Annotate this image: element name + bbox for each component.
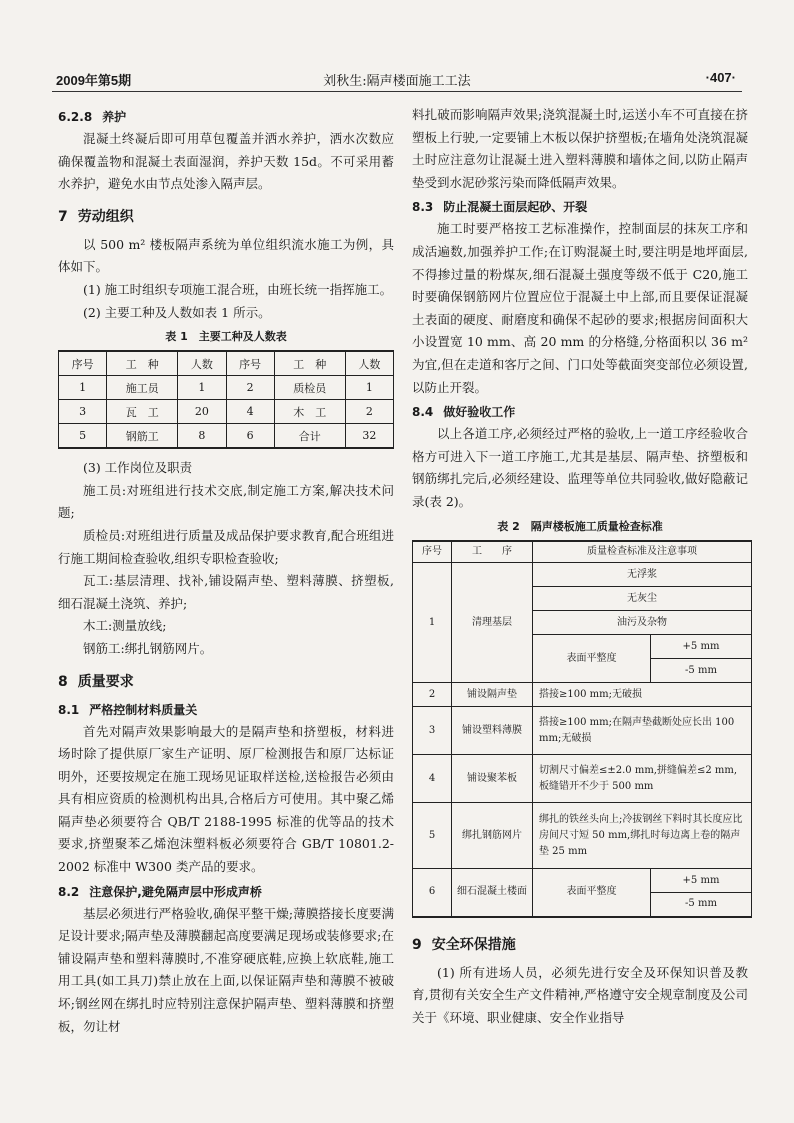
text-span: 严格控制材料质量关: [89, 702, 198, 717]
table-cell: 质检员: [274, 376, 345, 400]
section-7-item-2: (2) 主要工种及人数如表 1 所示。: [83, 304, 271, 320]
table-row: [413, 869, 752, 893]
table-cell: 序号: [226, 351, 274, 376]
section-8-3-heading: [412, 196, 748, 218]
table-cell: 工 序: [452, 541, 533, 563]
duty-rebar: 钢筋工:绑扎钢筋网片。: [83, 640, 213, 656]
right-column: [412, 104, 748, 1029]
section-8-2-text: 基层必须进行严格验收,确保平整干燥;薄膜搭接长度要满足设计要求;隔声垫及薄膜翻起高度要满足现场或装修要求;在铺设隔声垫和塑料薄膜时,不准穿硬底鞋,应换上软底鞋,施工用工具(如工具刀)禁止放在上面,以保证隔声垫和薄膜不被破坏;钢丝网在绑扎时应特别注意保护隔声垫、塑料薄膜和挤塑板，勿让材: [58, 905, 394, 1034]
table-cell: 工 种: [107, 351, 178, 376]
table-cell: 3: [59, 400, 107, 424]
table-cell: 5: [59, 424, 107, 449]
duty-inspector: 施工员:对班组进行技术交底,制定施工方案,解决技术问题;: [58, 482, 394, 521]
table-cell: 6: [413, 869, 452, 917]
table-cell: 铺设隔声垫: [452, 683, 533, 707]
table-cell: 5: [413, 803, 452, 869]
table-cell: 20: [178, 400, 226, 424]
text-span: 做好验收工作: [443, 405, 516, 420]
table-2-caption: 表 2 隔声楼板施工质量检查标准: [497, 519, 663, 533]
table-cell: 无浮浆: [533, 563, 752, 587]
table-cell: 3: [413, 707, 452, 755]
duty-qc: 质检员:对班组进行质量及成品保护要求教育,配合班组进行施工期间检查验收,组织专职检查验收;: [58, 527, 394, 566]
section-8-3-text: 施工时要严格按工艺标准操作，控制面层的抹灰工序和成活遍数,加强养护工作;在订购混凝土时,要注明是地坪面层,不得掺过量的粉煤灰,细石混凝土强度等级不低于 C20,施工时要确保钢筋网片位置应位于混凝土中上部,而且要保证混凝土表面的硬度、耐磨度和确保不起砂的要求;根据房间面积大小设置宽 10 mm、高 20 mm 的分格缝,分格面积以 36 m² 为宜,但在走道和客厅之间、门口处等截面突变部位必须设置,以防止开裂。: [412, 221, 748, 395]
table-cell: 绑扎钢筋网片: [452, 803, 533, 869]
running-header: [0, 0, 794, 96]
table-row: [413, 803, 752, 869]
text-span: 注意保护,避免隔声层中形成声桥: [89, 884, 262, 899]
table-cell: 铺设聚苯板: [452, 755, 533, 803]
table-cell: 2: [345, 400, 393, 424]
page-number: ·407·: [705, 70, 736, 85]
duty-mason: 瓦工:基层清理、找补,铺设隔声垫、塑料薄膜、挤塑板,细石混凝土浇筑、养护;: [58, 573, 394, 611]
text-span: 8.3: [412, 200, 434, 215]
section-9-text: (1) 所有进场人员，必须先进行安全及环保知识普及教育,贯彻有关安全生产文件精神,严格遵守安全规章制度及公司关于《环境、职业健康、安全作业指导: [412, 964, 748, 1025]
running-title: 刘秋生:隔声楼面施工工法: [323, 74, 471, 89]
table-cell: 钢筋工: [107, 424, 178, 449]
table-cell: 细石混凝土楼面: [452, 869, 533, 917]
section-8-heading: [58, 671, 394, 691]
text-span: 8.1: [58, 702, 80, 717]
section-7-heading: [58, 206, 394, 226]
table-cell: 序号: [59, 351, 107, 376]
table-cell: 2: [413, 683, 452, 707]
section-8-2-heading: [58, 881, 394, 903]
table-row: [59, 376, 394, 400]
left-column: [58, 104, 394, 1038]
table-cell: 1: [178, 376, 226, 400]
section-7-item-3: (3) 工作岗位及职责: [83, 460, 193, 476]
table-cell: 表面平整度: [533, 869, 651, 917]
table-cell: 表面平整度: [533, 635, 651, 683]
table-cell: 6: [226, 424, 274, 449]
text-span: 防止混凝土面层起砂、开裂: [443, 200, 588, 215]
section-8-1-text: 首先对隔声效果影响最大的是隔声垫和挤塑板，材料进场时除了提供原厂家生产证明、原厂检测报告和原厂达标证明外，还要按规定在施工现场见证取样送检,送检报告必须由具有相应资质的检测机构出具,合格后方可使用。其中聚乙烯隔声垫必须要符合 QB/T 2188-1995 标准的优等品的技术要求,挤塑聚苯乙烯泡沫塑料板必须要符合 GB/T 10801.2-2002 标准中 W300 类产品的要求。: [58, 723, 394, 875]
table-row: [59, 424, 394, 449]
table-cell: 搭接≥100 mm;无破损: [533, 683, 752, 707]
table-cell: -5 mm: [651, 659, 752, 683]
table-cell: +5 mm: [651, 869, 752, 893]
table-cell: 人数: [178, 351, 226, 376]
table-row: [59, 400, 394, 424]
table-row: [413, 683, 752, 707]
table-cell: 1: [59, 376, 107, 400]
text-span: 8.2: [58, 884, 80, 899]
table-cell: 无灰尘: [533, 587, 752, 611]
table-cell: +5 mm: [651, 635, 752, 659]
table-2: [412, 540, 752, 918]
table-cell: 人数: [345, 351, 393, 376]
table-cell: 8: [178, 424, 226, 449]
section-8-2-continued: 料扎破而影响隔声效果;浇筑混凝土时,运送小车不可直接在挤塑板上行驶,一定要铺上木板以保护挤塑板;在墙角处浇筑混凝土时应注意勿让混凝土进入塑料薄膜和墙体之间,以防止隔声垫受到水泥砂浆污染而降低隔声效果。: [412, 107, 748, 190]
journal-issue: 2009年第5期: [56, 73, 132, 88]
text-span: 7: [58, 208, 68, 225]
text-span: 质量要求: [77, 673, 134, 690]
table-1-caption: 表 1 主要工种及人数表: [165, 330, 287, 344]
text-span: 8.4: [412, 405, 434, 420]
table-cell: 切割尺寸偏差≤±2.0 mm,拼缝偏差≤2 mm,板缝错开不少于 500 mm: [533, 755, 752, 803]
table-cell: 1: [345, 376, 393, 400]
table-row: [413, 541, 752, 563]
table-cell: 合计: [274, 424, 345, 449]
table-cell: 序号: [413, 541, 452, 563]
table-cell: 4: [413, 755, 452, 803]
table-cell: 清理基层: [452, 563, 533, 683]
table-cell: 32: [345, 424, 393, 449]
section-8-4-text: 以上各道工序,必须经过严格的验收,上一道工序经验收合格方可进入下一道工序施工,尤其是基层、隔声垫、挤塑板和钢筋绑扎完后,必须经建设、监理等单位共同验收,做好隐蔽记录(表 2)。: [412, 426, 748, 509]
table-cell: 质量检查标准及注意事项: [533, 541, 752, 563]
section-6-2-8-text: 混凝土终凝后即可用草包覆盖并洒水养护，洒水次数应确保覆盖物和混凝土表面湿润，养护天数 15d。不可采用蓄水养护，避免水由节点处渗入隔声层。: [58, 131, 394, 192]
text-span: 安全环保措施: [431, 936, 516, 953]
table-cell: 绑扎的铁丝头向上;冷拔钢丝下料时其长度应比房间尺寸短 50 mm,绑扎时每边离上卷的隔声垫 25 mm: [533, 803, 752, 869]
text-span: 6.2.8: [58, 110, 93, 124]
table-row: [413, 755, 752, 803]
table-cell: 施工员: [107, 376, 178, 400]
section-7-item-1: (1) 施工时组织专项施工混合班，由班长统一指挥施工。: [83, 281, 393, 297]
text-span: 养护: [102, 110, 127, 124]
section-8-4-heading: [412, 401, 748, 423]
text-span: 9: [412, 936, 422, 953]
section-6-2-8-heading: [58, 106, 394, 128]
table-cell: 2: [226, 376, 274, 400]
text-span: 8: [58, 673, 68, 690]
table-cell: -5 mm: [651, 893, 752, 917]
table-cell: 4: [226, 400, 274, 424]
table-cell: 铺设塑料薄膜: [452, 707, 533, 755]
table-1: [58, 350, 394, 449]
table-row: [413, 707, 752, 755]
header-rule: [52, 91, 742, 92]
duty-carpenter: 木工:测量放线;: [83, 618, 167, 634]
table-cell: 木 工: [274, 400, 345, 424]
table-cell: 油污及杂物: [533, 611, 752, 635]
table-cell: 工 种: [274, 351, 345, 376]
table-cell: 瓦 工: [107, 400, 178, 424]
table-row: [413, 563, 752, 587]
section-9-heading: [412, 934, 748, 954]
table-cell: 1: [413, 563, 452, 683]
table-cell: 搭接≥100 mm;在隔声垫截断处应长出 100 mm;无破损: [533, 707, 752, 755]
section-8-1-heading: [58, 699, 394, 721]
table-row: [59, 351, 394, 376]
section-7-intro: 以 500 m² 楼板隔声系统为单位组织流水施工为例，具体如下。: [58, 236, 394, 275]
text-span: 劳动组织: [77, 208, 134, 225]
